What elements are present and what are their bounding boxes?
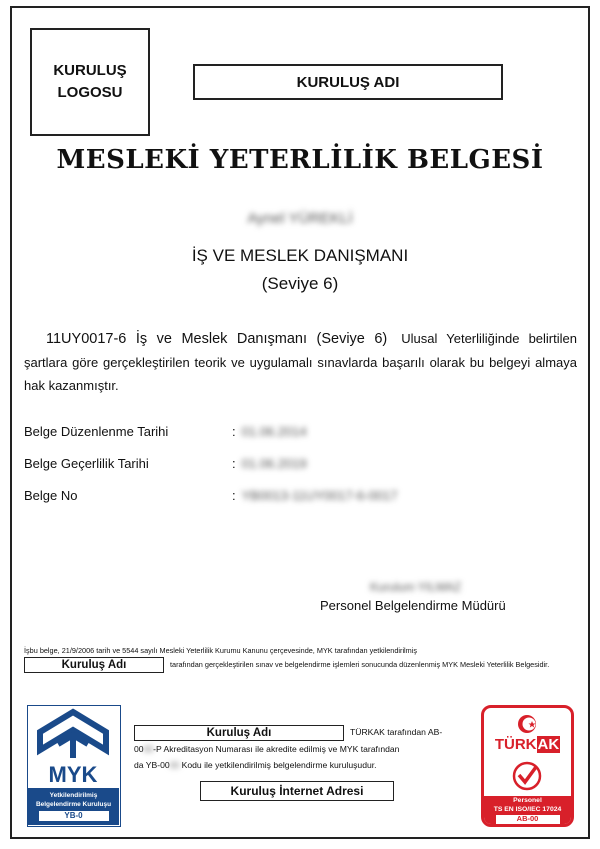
myk-label-line-1: Yetkilendirilmiş xyxy=(49,792,98,799)
myk-emblem-icon xyxy=(28,706,119,788)
issue-date-row: Belge Düzenlenme Tarihi : 01.06.2014 xyxy=(24,424,307,439)
logo-line-2: LOGOSU xyxy=(57,84,123,101)
validity-date-value: 01.06.2019 xyxy=(241,456,307,471)
myk-brand-text: MYK xyxy=(48,762,98,787)
turkak-word-part2: AK xyxy=(537,736,560,753)
issue-date-value: 01.06.2014 xyxy=(241,424,307,439)
accreditation-text-5: Kodu ile yetkilendirilmiş belgelendirme kuruluşudur. xyxy=(181,759,377,770)
turkak-wordmark xyxy=(484,736,571,753)
logo-line-1: KURULUŞ xyxy=(53,62,127,79)
myk-code: YB-0 xyxy=(39,811,109,821)
legal-line-1: İşbu belge, 21/9/2006 tarih ve 5544 sayılı Mesleki Yeterlilik Kurumu Kanunu çerçevesinde, MYK tarafından yetkilendirilmiş xyxy=(24,646,418,655)
issue-date-label: Belge Düzenlenme Tarihi xyxy=(24,424,169,439)
organization-name-box: KURULUŞ ADI xyxy=(193,64,503,100)
turkak-code: AB-00 xyxy=(496,815,560,824)
certificate-number-row: Belge No : YB0013-11UY0017-6-0017 xyxy=(24,488,398,503)
qualification-statement xyxy=(24,327,577,397)
accreditation-text-1: TÜRKAK tarafından AB- xyxy=(350,727,443,737)
accreditation-org-box: Kuruluş Adı xyxy=(134,725,344,741)
turkak-label-line-1: Personel xyxy=(513,797,542,804)
legal-notice xyxy=(24,645,577,673)
certificate-number-value: YB0013-11UY0017-6-0017 xyxy=(241,488,398,503)
legal-line-2: tarafından gerçekleştirilen sınav ve belgelendirme işlemleri sonucunda düzenlenmiş MYK Mesleki Yeterlilik Belgesidir. xyxy=(170,659,550,669)
legal-org-name-box: Kuruluş Adı xyxy=(24,657,164,673)
validity-date-label: Belge Geçerlilik Tarihi xyxy=(24,456,149,471)
accreditation-text-2: 00 xyxy=(134,743,144,754)
accreditation-text: Kuruluş Adı TÜRKAK tarafından AB- 0000-P Akreditasyon Numarası ile akredite edilmiş ve MYK tarafından da YB-0000 Kodu ile yetkilendirilmiş belgelendirme kuruluşudur. xyxy=(134,726,443,770)
turkak-label xyxy=(484,796,571,824)
myk-label-line-2: Belgelendirme Kuruluşu xyxy=(35,801,112,808)
turkak-word-part1: TÜRK xyxy=(494,736,537,753)
profession-level: (Seviye 6) xyxy=(261,274,339,293)
profession-title: İŞ VE MESLEK DANIŞMANI xyxy=(191,246,409,265)
myk-label xyxy=(28,788,119,825)
myk-logo xyxy=(27,705,121,827)
certificate-number-label: Belge No xyxy=(24,488,78,503)
accreditation-text-4: da YB-00 xyxy=(134,759,170,770)
turkak-label-line-2: TS EN ISO/IEC 17024 xyxy=(493,805,562,813)
accreditation-text-3: -P Akreditasyon Numarası ile akredite edilmiş ve MYK tarafından xyxy=(153,743,400,754)
organization-logo-placeholder xyxy=(30,28,150,136)
statement-text: Ulusal Yeterliliğinde belirtilen şartlara göre gerçekleştirilen teorik ve uygulamalı sınavlarda başarılı olarak bu belgeyi almaya hak kazanmıştır. xyxy=(24,331,577,393)
qualification-code: 11UY0017-6 İş ve Meslek Danışmanı (Seviye 6) xyxy=(46,331,388,347)
certificate-title: MESLEKİ YETERLİLİK BELGESİ xyxy=(56,145,544,175)
signatory-title: Personel Belgelendirme Müdürü xyxy=(320,598,506,613)
turkak-logo xyxy=(481,705,574,827)
validity-date-row: Belge Geçerlilik Tarihi : 01.06.2019 xyxy=(24,456,307,471)
organization-website-box: Kuruluş İnternet Adresi xyxy=(200,781,394,801)
signatory-name: Kurulum YILMAZ xyxy=(370,580,462,594)
holder-name: Aynel YÜREKLİ xyxy=(247,210,353,227)
